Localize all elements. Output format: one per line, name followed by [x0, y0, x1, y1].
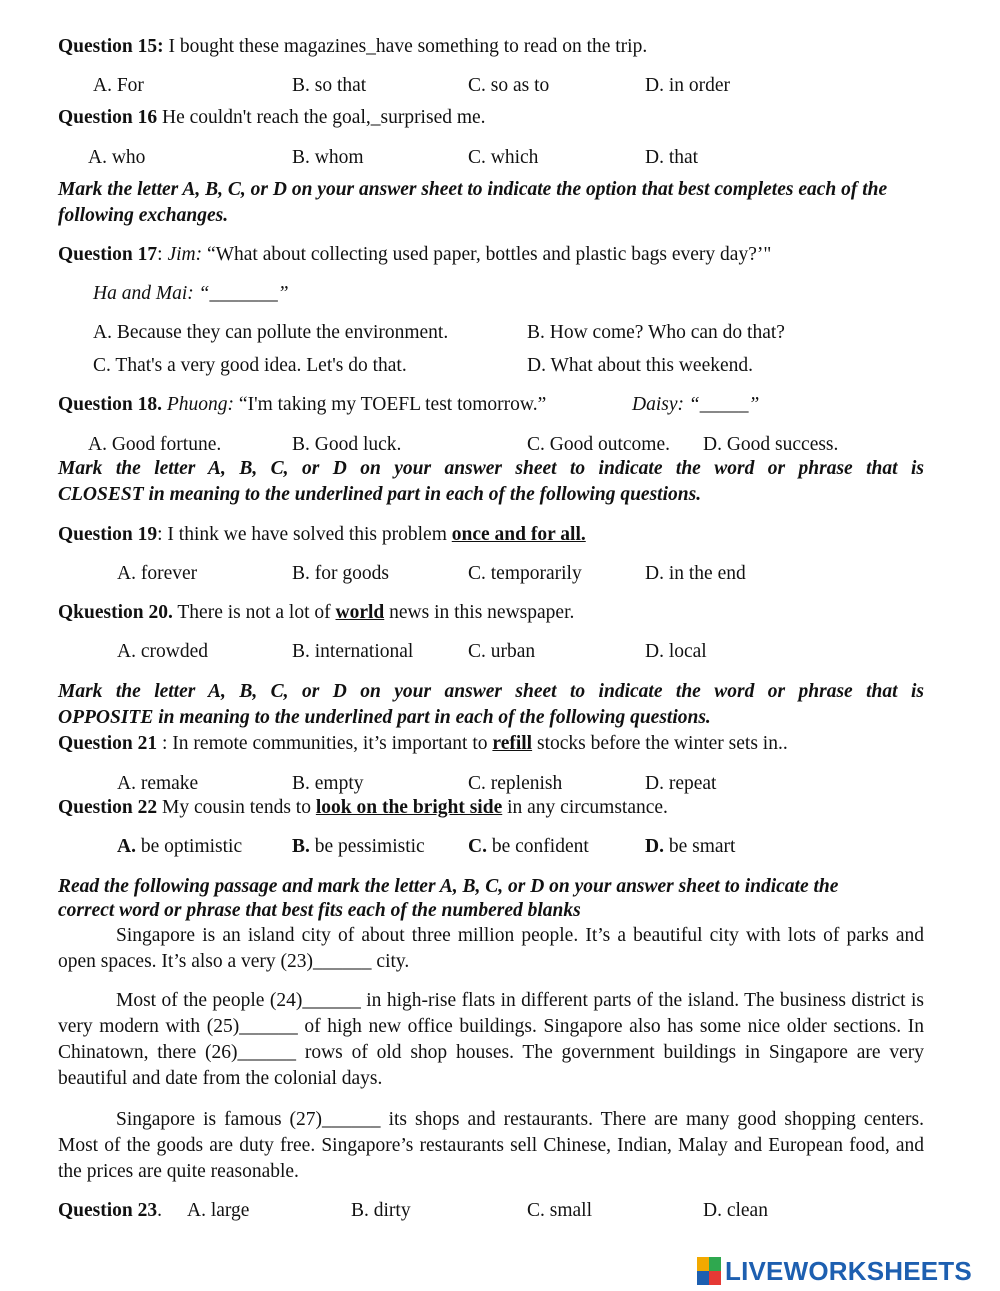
- option-c[interactable]: C. urban: [468, 641, 536, 662]
- option-c[interactable]: C. Good outcome.: [527, 434, 670, 455]
- passage-paragraph-3: Singapore is famous (27)______ its shops and restaurants. There are many good shopping centers. Most of the goods are duty free. Singapore’s restaurants sell Chinese, Indian, Malay and European food, and the prices are quite reasonable.: [58, 1109, 924, 1182]
- option-c[interactable]: C. temporarily: [468, 563, 582, 584]
- option-b[interactable]: B. Good luck.: [292, 434, 402, 455]
- option-a[interactable]: A. forever: [117, 563, 198, 584]
- option-a[interactable]: A. large: [187, 1200, 250, 1221]
- question-stem: “I'm taking my TOEFL test tomorrow.”: [234, 394, 547, 415]
- speaker-name: Jim:: [167, 244, 203, 265]
- question-label: Question 17: [58, 244, 158, 265]
- reply-line: Daisy: “_____”: [632, 394, 760, 415]
- option-a[interactable]: A. remake: [117, 773, 199, 794]
- option-b[interactable]: B. dirty: [351, 1200, 411, 1221]
- option-a[interactable]: A. crowded: [117, 641, 208, 662]
- option-d[interactable]: D. local: [645, 641, 707, 662]
- question-20: Qkuestion 20. There is not a lot of world news in this newspaper.: [58, 602, 575, 623]
- option-c[interactable]: C. be confident: [468, 836, 589, 857]
- instruction-closest-line1: Mark the letter A, B, C, or D on your answer sheet to indicate the word or phrase that is: [58, 458, 924, 479]
- instruction-passage-line1: Read the following passage and mark the letter A, B, C, or D on your answer sheet to indicate the: [58, 876, 839, 897]
- instruction-exchanges: Mark the letter A, B, C, or D on your answer sheet to indicate the option that best completes each of the following exchanges.: [58, 179, 888, 226]
- liveworksheets-logo-icon: [697, 1257, 721, 1285]
- option-d[interactable]: D. be smart: [645, 836, 736, 857]
- underlined-phrase: look on the bright side: [315, 797, 503, 818]
- option-b[interactable]: B. international: [292, 641, 414, 662]
- question-label: Question 21: [58, 733, 158, 754]
- option-a[interactable]: A. For: [93, 75, 144, 96]
- liveworksheets-logo[interactable]: [697, 1255, 972, 1287]
- option-d[interactable]: D. Good success.: [703, 434, 839, 455]
- question-17: Question 17: Jim: “What about collecting used paper, bottles and plastic bags every day?’": [58, 244, 772, 265]
- instruction-passage-line2: correct word or phrase that best fits each of the numbered blanks: [58, 900, 581, 921]
- option-c[interactable]: C. That's a very good idea. Let's do that.: [93, 355, 407, 376]
- option-d[interactable]: D. clean: [703, 1200, 768, 1221]
- option-c[interactable]: C. small: [527, 1200, 593, 1221]
- option-b[interactable]: B. for goods: [292, 563, 389, 584]
- underlined-phrase: once and for all.: [451, 524, 586, 545]
- question-stem: He couldn't reach the goal,_surprised me.: [157, 107, 486, 128]
- instruction-closest-line2: CLOSEST in meaning to the underlined part in each of the following questions.: [58, 484, 702, 505]
- option-c[interactable]: C. replenish: [468, 773, 563, 794]
- question-label: Question 15:: [58, 36, 164, 57]
- option-a[interactable]: A. Because they can pollute the environment.: [93, 322, 449, 343]
- question-19: [58, 522, 586, 548]
- question-stem: “What about collecting used paper, bottles and plastic bags every day?’": [202, 244, 772, 265]
- question-label: Question 16: [58, 107, 158, 128]
- instruction-opposite-line1: Mark the letter A, B, C, or D on your answer sheet to indicate the word or phrase that is: [58, 681, 924, 702]
- option-d[interactable]: D. repeat: [645, 773, 717, 794]
- option-a[interactable]: A. Good fortune.: [88, 434, 222, 455]
- question-21: Question 21 : In remote communities, it’s important to refill stocks before the winter sets in..: [58, 733, 788, 754]
- option-d[interactable]: D. that: [645, 147, 699, 168]
- option-d[interactable]: D. in the end: [645, 563, 746, 584]
- question-stem: I bought these magazines_have something to read on the trip.: [163, 36, 648, 57]
- question-18: [58, 392, 546, 418]
- option-a[interactable]: A. be optimistic: [117, 836, 243, 857]
- option-b[interactable]: B. be pessimistic: [292, 836, 425, 857]
- logo-text: LIVEWORKSHEETS: [725, 1256, 972, 1286]
- question-22: Question 22 My cousin tends to look on the bright side in any circumstance.: [58, 797, 668, 818]
- question-label: Question 22: [58, 797, 158, 818]
- option-d[interactable]: D. What about this weekend.: [527, 355, 754, 376]
- question-23: Question 23.: [58, 1200, 163, 1221]
- speaker-name: Phuong:: [162, 394, 235, 415]
- option-b[interactable]: B. whom: [292, 147, 364, 168]
- underlined-phrase: world: [335, 602, 385, 623]
- reply-line: Ha and Mai: “_______”: [93, 283, 289, 304]
- question-stem: : I think we have solved this problem: [157, 524, 452, 545]
- question-label: Qkuestion 20.: [58, 602, 173, 623]
- option-c[interactable]: C. which: [468, 147, 539, 168]
- question-15: [58, 34, 647, 60]
- option-a[interactable]: A. who: [88, 147, 146, 168]
- question-label: Question 19: [58, 524, 158, 545]
- option-b[interactable]: B. empty: [292, 773, 364, 794]
- question-label: Question 23: [58, 1200, 158, 1221]
- option-b[interactable]: B. so that: [292, 75, 367, 96]
- option-c[interactable]: C. so as to: [468, 75, 550, 96]
- question-16: [58, 105, 486, 131]
- option-d[interactable]: D. in order: [645, 75, 731, 96]
- option-b[interactable]: B. How come? Who can do that?: [527, 322, 785, 343]
- underlined-phrase: refill: [492, 733, 533, 754]
- instruction-opposite-line2: OPPOSITE in meaning to the underlined part in each of the following questions.: [58, 707, 711, 728]
- passage-paragraph-1: Singapore is an island city of about three million people. It’s a beautiful city with lots of parks and open spaces. It’s also a very (23)______ city.: [58, 925, 924, 972]
- question-label: Question 18.: [58, 394, 163, 415]
- passage-paragraph-2: Most of the people (24)______ in high-rise flats in different parts of the island. The business district is very modern with (25)______ of high new office buildings. Singapore also has some nice older sections. In Chinatown, there (26)______ rows of old shop houses. The government buildings in Singapore are very beautiful and date from the colonial days.: [58, 990, 924, 1089]
